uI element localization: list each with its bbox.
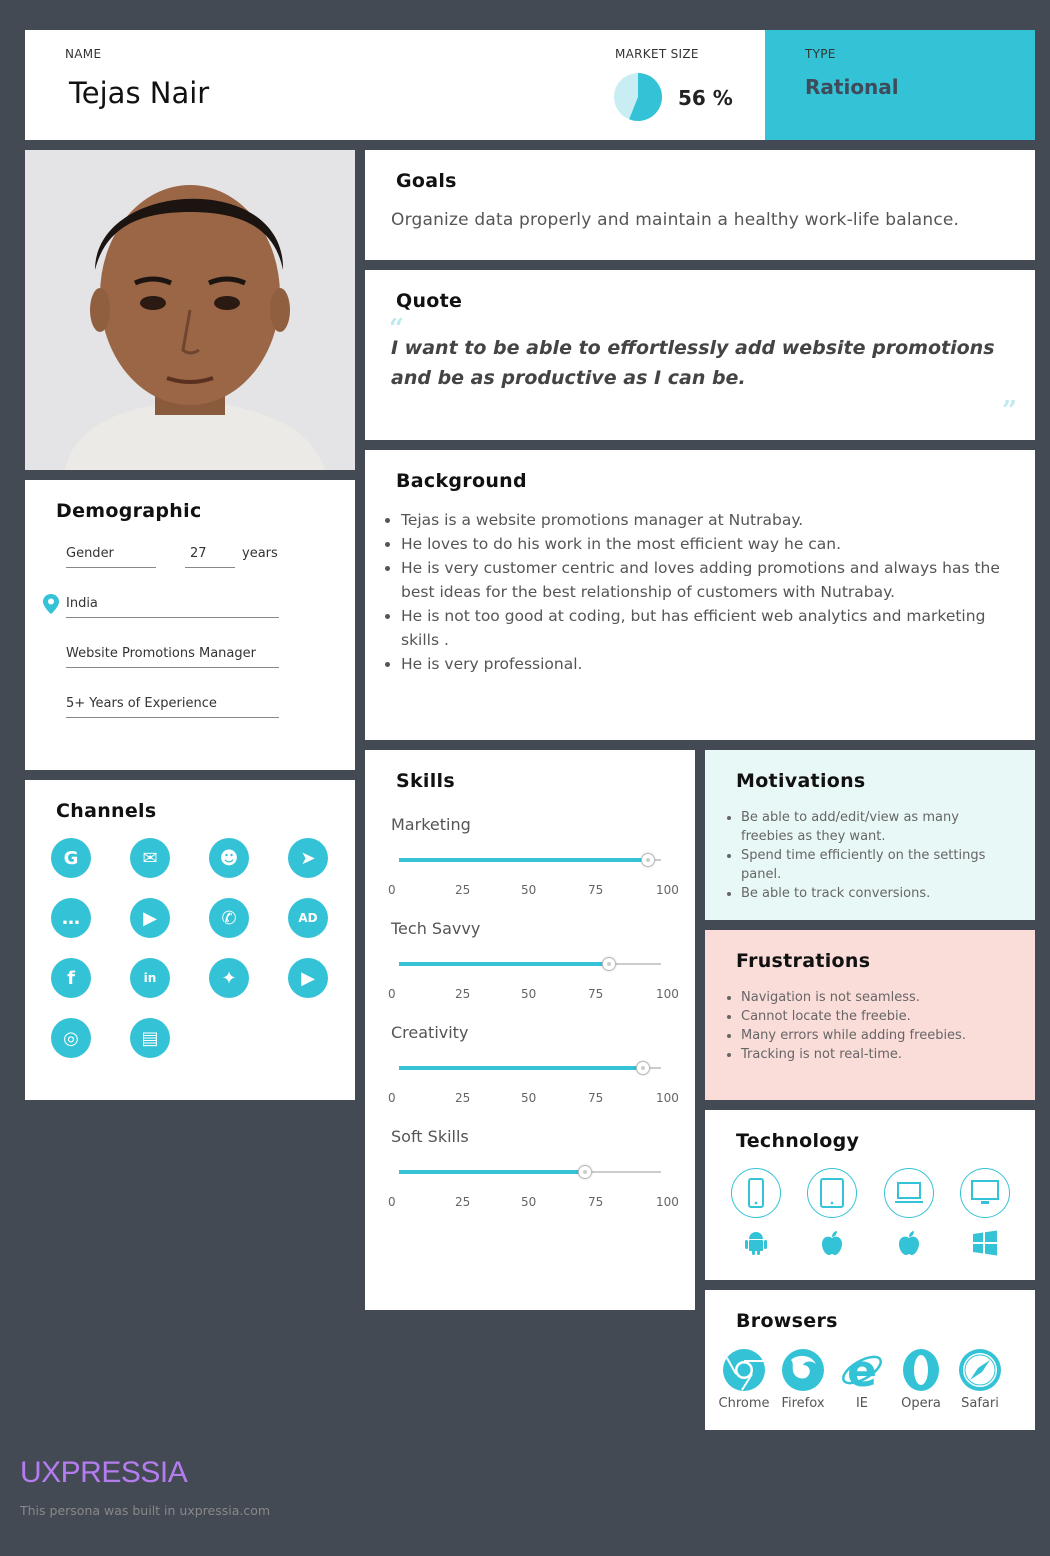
whatsapp-icon[interactable]: ✆ (209, 898, 249, 938)
frustrations-title: Frustrations (736, 950, 871, 972)
instagram-icon[interactable]: ◎ (51, 1018, 91, 1058)
frustrations-list[interactable] (741, 988, 1011, 1064)
skill-tick-label: 100 (656, 1091, 679, 1105)
skill-slider-fill (399, 962, 609, 966)
skill-tick-label: 50 (521, 1195, 537, 1209)
motivations-title: Motivations (736, 770, 866, 792)
browser-label-chrome: Chrome (718, 1396, 770, 1411)
list-item: • Tracking is not real-time. (741, 1045, 1011, 1064)
skill-slider-track[interactable] (399, 963, 661, 965)
skill-name: Creativity (391, 1023, 469, 1042)
browsers-title: Browsers (736, 1310, 838, 1332)
avatar (25, 150, 355, 470)
goals-title: Goals (396, 170, 457, 192)
technology-title: Technology (736, 1130, 860, 1152)
ad-icon[interactable]: AD (288, 898, 328, 938)
google-icon[interactable]: G (51, 838, 91, 878)
opera-icon[interactable] (899, 1348, 943, 1392)
header-card (25, 30, 765, 140)
built-with-text: This persona was built in uxpressia.com (20, 1503, 271, 1518)
list-item: • Navigation is not seamless. (741, 988, 1011, 1007)
skill-slider-handle[interactable] (578, 1165, 592, 1179)
skill-tick-label: 100 (656, 1195, 679, 1209)
tablet-icon[interactable] (807, 1168, 857, 1218)
quote-close-icon: ” (1002, 396, 1017, 426)
skill-name: Soft Skills (391, 1127, 469, 1146)
background-card (365, 450, 1035, 740)
type-value[interactable]: Rational (805, 75, 899, 99)
age-unit-label: years (242, 546, 278, 561)
skill-slider-handle[interactable] (602, 957, 616, 971)
goals-text[interactable]: Organize data properly and maintain a healthy work-life balance. (391, 210, 960, 230)
chrome-icon[interactable] (722, 1348, 766, 1392)
list-item: • He is very professional. (401, 652, 1021, 676)
quote-text[interactable]: I want to be able to effortlessly add website promotions and be as productive as I can be. (391, 337, 995, 389)
windows-icon (970, 1228, 1000, 1258)
svg-text:e: e (847, 1348, 877, 1392)
list-item: • He is not too good at coding, but has efficient web analytics and marketing skills . (401, 604, 1021, 652)
market-size-label: MARKET SIZE (615, 47, 699, 61)
list-item: • Many errors while adding freebies. (741, 1026, 1011, 1045)
skill-name: Marketing (391, 815, 471, 834)
skill-tick-label: 50 (521, 883, 537, 897)
chat-icon[interactable]: … (51, 898, 91, 938)
skill-tick-label: 75 (588, 987, 604, 1001)
skills-card (365, 750, 695, 1310)
frustrations-card (705, 930, 1035, 1100)
skill-slider-track[interactable] (399, 1171, 661, 1173)
skill-name: Tech Savvy (391, 919, 481, 938)
location-pin-icon (43, 594, 59, 614)
channels-card (25, 780, 355, 1100)
skill-tick-label: 25 (455, 1091, 471, 1105)
skill-slider-fill (399, 1170, 585, 1174)
skill-tick-label: 0 (388, 883, 396, 897)
skill-tick-label: 0 (388, 1195, 396, 1209)
skill-tick-label: 50 (521, 1091, 537, 1105)
firefox-icon[interactable] (781, 1348, 825, 1392)
skill-slider-handle[interactable] (636, 1061, 650, 1075)
list-item: • He is very customer centric and loves adding promotions and always has the best ideas for the best relationship of customers with Nutrabay. (401, 556, 1021, 604)
browser-label-ie: IE (855, 1396, 869, 1411)
laptop-icon[interactable] (884, 1168, 934, 1218)
skill-tick-label: 0 (388, 1091, 396, 1105)
persona-name[interactable]: Tejas Nair (69, 76, 210, 110)
age-field[interactable]: 27 (185, 546, 235, 568)
type-card (765, 30, 1035, 140)
skill-tick-label: 100 (656, 987, 679, 1001)
demographic-title: Demographic (56, 500, 202, 522)
youtube-icon[interactable]: ▶ (288, 958, 328, 998)
skill-slider-fill (399, 858, 648, 862)
quote-open-icon: “ (389, 314, 404, 344)
skill-tick-label: 25 (455, 987, 471, 1001)
background-title: Background (396, 470, 527, 492)
skills-title: Skills (396, 770, 455, 792)
mobile-icon[interactable] (731, 1168, 781, 1218)
email-icon[interactable]: ✉ (130, 838, 170, 878)
safari-icon[interactable] (958, 1348, 1002, 1392)
list-item: • Cannot locate the freebie. (741, 1007, 1011, 1026)
demographic-card (25, 480, 355, 770)
skill-tick-label: 25 (455, 1195, 471, 1209)
browsers-card (705, 1290, 1035, 1430)
quote-card (365, 270, 1035, 440)
skill-tick-label: 75 (588, 883, 604, 897)
market-size-pie (613, 72, 663, 122)
skill-tick-label: 25 (455, 883, 471, 897)
ie-icon[interactable] (840, 1348, 884, 1392)
skill-tick-label: 100 (656, 883, 679, 897)
technology-card (705, 1110, 1035, 1280)
motivations-list[interactable] (741, 808, 1011, 903)
apple-icon (894, 1228, 924, 1258)
type-label: TYPE (805, 47, 836, 61)
desktop-icon[interactable] (960, 1168, 1010, 1218)
background-list[interactable] (401, 508, 1021, 676)
quote-title: Quote (396, 290, 463, 312)
list-item: • Spend time efficiently on the settings panel. (741, 846, 1011, 884)
goals-card (365, 150, 1035, 260)
twitter-icon[interactable]: ✦ (209, 958, 249, 998)
skill-tick-label: 75 (588, 1091, 604, 1105)
facebook-icon[interactable]: f (51, 958, 91, 998)
name-label: NAME (65, 47, 102, 61)
list-item: • Be able to track conversions. (741, 884, 1011, 903)
brand-logo[interactable]: UXPRESSIA (20, 1456, 188, 1489)
skill-slider-track[interactable] (399, 859, 661, 861)
skill-tick-label: 75 (588, 1195, 604, 1209)
gender-field[interactable]: Gender (66, 546, 156, 568)
motivations-card (705, 750, 1035, 920)
skill-slider-fill (399, 1066, 643, 1070)
persona-photo[interactable] (25, 150, 355, 470)
browser-label-opera: Opera (901, 1396, 941, 1411)
robot-icon[interactable]: ☻ (209, 838, 249, 878)
list-item: • He loves to do his work in the most efficient way he can. (401, 532, 1021, 556)
telegram-icon[interactable]: ➤ (288, 838, 328, 878)
linkedin-icon[interactable]: in (130, 958, 170, 998)
android-icon (741, 1228, 771, 1258)
video-icon[interactable]: ▶ (130, 898, 170, 938)
market-size-value[interactable]: 56 % (678, 86, 733, 110)
skill-slider-handle[interactable] (641, 853, 655, 867)
website-icon[interactable]: ▤ (130, 1018, 170, 1058)
browser-label-firefox: Firefox (781, 1396, 825, 1411)
experience-field[interactable]: 5+ Years of Experience (66, 696, 279, 718)
skill-tick-label: 50 (521, 987, 537, 1001)
skill-tick-label: 0 (388, 987, 396, 1001)
channels-title: Channels (56, 800, 157, 822)
list-item: • Be able to add/edit/view as many freebies as they want. (741, 808, 1011, 846)
apple-icon (817, 1228, 847, 1258)
country-field[interactable]: India (66, 596, 279, 618)
browser-label-safari: Safari (961, 1396, 999, 1411)
list-item: • Tejas is a website promotions manager at Nutrabay. (401, 508, 1021, 532)
skill-slider-track[interactable] (399, 1067, 661, 1069)
job-field[interactable]: Website Promotions Manager (66, 646, 279, 668)
